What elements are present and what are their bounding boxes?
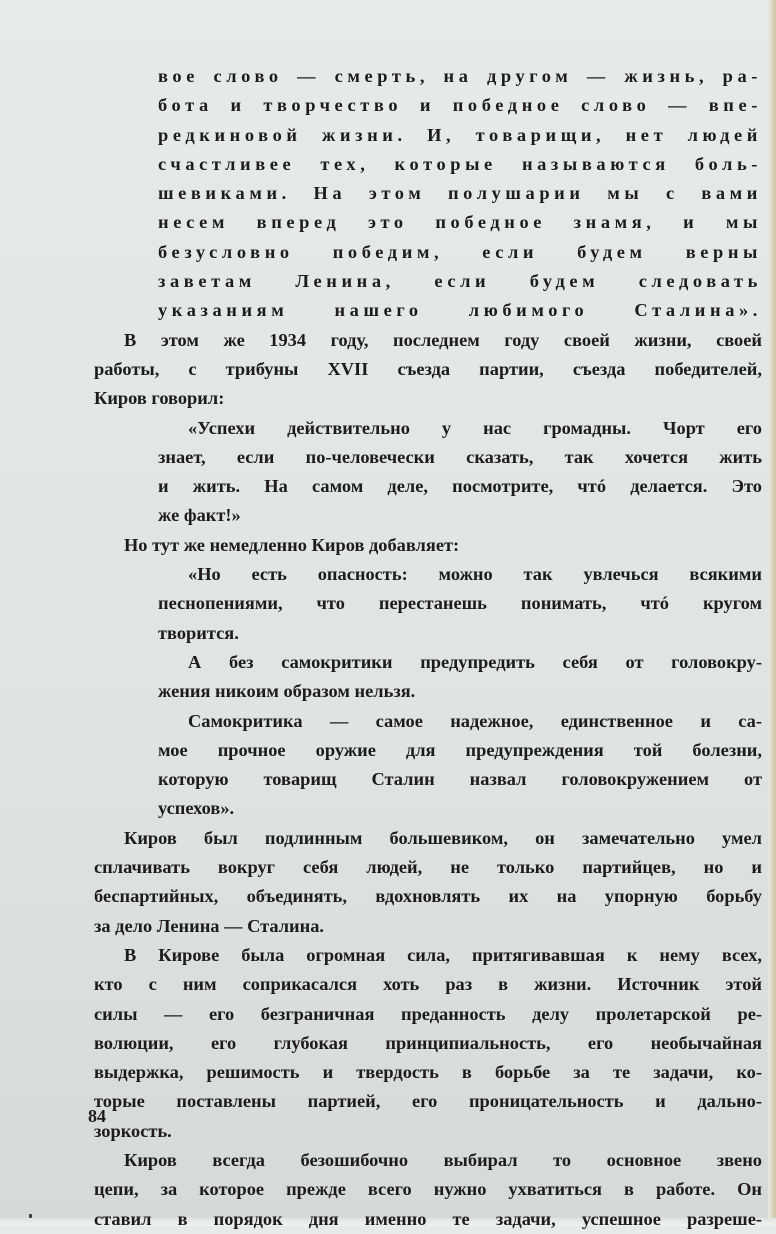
text-line: В этом же 1934 году, последнем году своей жизни, своей xyxy=(124,329,762,350)
text-line: за дело Ленина — Сталина. xyxy=(94,915,325,936)
text-line: беспартийных, объединять, вдохновлять их на упорную борьбу xyxy=(94,886,762,907)
quote-successes xyxy=(94,414,762,531)
text-line: цепи, за которое прежде всего нужно ухватиться в работе. Он xyxy=(94,1179,762,1200)
text-line: бота и творчество и победное слово — впе- xyxy=(158,95,762,116)
text-line: Киров говорил: xyxy=(94,388,225,409)
text-line: знает, если по-человечески сказать, так хочется жить xyxy=(158,446,762,467)
text-line: работы, с трибуны XVII съезда партии, съезда победителей, xyxy=(94,358,762,379)
text-line: счастливее тех, которые называются боль- xyxy=(158,153,762,174)
text-line: успехов». xyxy=(158,798,235,819)
text-line: безусловно победим, если будем верны xyxy=(158,241,762,262)
text-line: несем вперед это победное знамя, и мы xyxy=(158,212,762,233)
text-line: ставил в порядок дня именно те задачи, успешное разреше- xyxy=(94,1208,762,1229)
quote-danger xyxy=(94,560,762,824)
text-line: сплачивать вокруг себя людей, не только партийцев, но и xyxy=(94,857,762,878)
paragraph-strength xyxy=(94,941,762,1146)
text-line: Самокритика — самое надежное, единственное и са- xyxy=(188,710,762,731)
paragraph-bolshevik xyxy=(94,824,762,941)
text-line: В Кирове была огромная сила, притягивавшая к нему всех, xyxy=(124,944,762,965)
text-line: заветам Ленина, если будем следовать xyxy=(158,271,762,292)
text-line: же факт!» xyxy=(158,505,241,526)
paragraph-adds xyxy=(94,531,762,560)
text-line: силы — его безграничная преданность делу пролетарской ре- xyxy=(94,1003,762,1024)
print-speck xyxy=(29,1214,32,1218)
paragraph-chain-link xyxy=(94,1146,762,1234)
text-line: зоркость. xyxy=(94,1120,172,1141)
text-line: редкиновой жизни. И, товарищи, нет людей xyxy=(158,124,762,145)
page-number: 84 xyxy=(88,1106,106,1126)
quote-continuation xyxy=(94,62,762,326)
text-line: и жить. На самом деле, посмотрите, чтó делается. Это xyxy=(158,476,762,497)
text-line: Киров всегда безошибочно выбирал то основное звено xyxy=(124,1149,762,1170)
text-line: указаниям нашего любимого Сталина». xyxy=(158,300,762,321)
text-line: А без самокритики предупредить себя от головокру- xyxy=(188,651,762,672)
text-line: Киров был подлинным большевиком, он замечательно умел xyxy=(124,827,762,848)
text-line: песнопениями, что перестанешь понимать, чтó кругом xyxy=(158,593,762,614)
text-line: мое прочное оружие для предупреждения той болезни, xyxy=(158,739,762,760)
text-line: «Успехи действительно у нас громадны. Чорт его xyxy=(188,417,762,438)
text-line: вое слово — смерть, на другом — жизнь, ра- xyxy=(158,66,762,86)
page-edge xyxy=(768,0,776,1226)
text-line: кто с ним соприкасался хоть раз в жизни. Источник этой xyxy=(94,974,762,995)
text-line: волюции, его глубокая принципиальность, его необычайная xyxy=(94,1032,762,1053)
text-line: Но тут же немедленно Киров добавляет: xyxy=(124,534,460,555)
text-line: выдержка, решимость и твердость в борьбе за те задачи, ко- xyxy=(94,1062,762,1083)
paragraph-1934 xyxy=(94,326,762,414)
text-line: жения никоим образом нельзя. xyxy=(158,681,416,702)
text-line: торые поставлены партией, его проницательность и дально- xyxy=(94,1091,762,1112)
text-line: шевиками. На этом полушарии мы с вами xyxy=(158,183,762,204)
page-body xyxy=(94,62,762,1234)
text-line: «Но есть опасность: можно так увлечься всякими xyxy=(188,564,762,585)
text-line: которую товарищ Сталин назвал головокружением от xyxy=(158,769,762,790)
text-line: творится. xyxy=(158,622,239,643)
